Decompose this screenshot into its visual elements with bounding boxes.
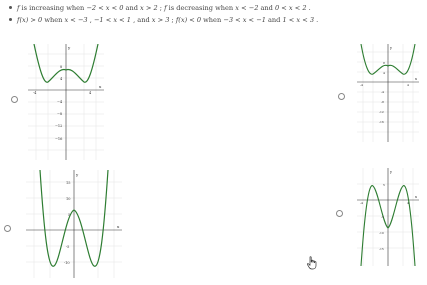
interval: f(x) < 0 xyxy=(175,16,202,24)
interval: x < −3 xyxy=(64,16,88,24)
radio-option-a[interactable] xyxy=(11,96,18,103)
graph-option-a[interactable] xyxy=(28,44,104,160)
graph-c-svg xyxy=(26,170,122,278)
text: , xyxy=(87,16,94,24)
tick-label: -4 xyxy=(360,83,363,87)
x-axis-label: x xyxy=(99,84,102,89)
tick-label: −12 xyxy=(55,124,63,128)
tick-label: -15 xyxy=(379,247,384,251)
interval: f(x) > 0 xyxy=(17,16,43,24)
text: . xyxy=(314,16,319,24)
y-axis-label: y xyxy=(68,45,71,50)
tick-label: -4 xyxy=(381,90,384,94)
tick-label: -8 xyxy=(381,100,384,104)
hand-pointer-icon xyxy=(306,255,318,274)
radio-option-c[interactable] xyxy=(4,225,11,232)
radio-option-d[interactable] xyxy=(336,210,343,217)
x-axis-label: x xyxy=(415,77,417,81)
tick-label: −16 xyxy=(55,137,63,141)
tick-label: -5 xyxy=(66,245,70,249)
text: , and xyxy=(130,16,152,24)
tick-label: 4 xyxy=(407,83,409,87)
graph-b-svg xyxy=(357,44,419,142)
graph-a-svg xyxy=(28,44,104,160)
radio-option-b[interactable] xyxy=(338,93,345,100)
text: and xyxy=(265,16,283,24)
interval: x > 3 xyxy=(151,16,170,24)
tick-label: 4 xyxy=(89,91,92,95)
text: and xyxy=(258,4,275,12)
tick-label: -12 xyxy=(379,110,384,114)
f-symbol: f xyxy=(17,4,20,12)
graph-d-svg xyxy=(357,168,419,266)
tick-label: -16 xyxy=(379,120,384,124)
text: . xyxy=(306,4,311,12)
tick-label: -10 xyxy=(379,231,384,235)
text: and xyxy=(123,4,141,12)
statement-increasing-decreasing xyxy=(9,2,311,14)
tick-label: 4 xyxy=(383,71,385,75)
interval: −3 < x < −1 xyxy=(223,16,266,24)
tick-label: -5 xyxy=(381,215,384,219)
f-symbol: f xyxy=(164,4,167,12)
tick-label: 5 xyxy=(383,183,385,187)
tick-label: -4 xyxy=(360,201,363,205)
tick-label: -10 xyxy=(64,261,70,265)
tick-label: −8 xyxy=(57,112,63,116)
x-axis-label: x xyxy=(117,224,120,229)
tick-label: 10 xyxy=(66,197,71,201)
tick-label: 15 xyxy=(66,181,71,185)
y-axis-label: y xyxy=(76,172,79,177)
interval: x > 2 xyxy=(140,4,158,12)
bullet-icon xyxy=(9,6,12,9)
interval: 1 < x < 3 xyxy=(282,16,315,24)
y-axis-label: y xyxy=(390,46,392,50)
tick-label: 4 xyxy=(407,201,409,205)
text: when xyxy=(42,16,65,24)
interval: x < −2 xyxy=(235,4,259,12)
tick-label: 5 xyxy=(68,213,71,217)
interval: 0 < x < 2 xyxy=(275,4,307,12)
tick-label: 8 xyxy=(383,61,385,65)
graph-option-b[interactable] xyxy=(357,44,419,142)
graph-option-c[interactable] xyxy=(26,170,122,278)
tick-label: −4 xyxy=(57,100,63,104)
interval: −2 < x < 0 xyxy=(86,4,124,12)
text: is decreasing when xyxy=(166,4,236,12)
text: when xyxy=(201,16,224,24)
tick-label: 4 xyxy=(60,77,63,81)
x-axis-label: x xyxy=(415,195,417,199)
text: ; xyxy=(169,16,176,24)
tick-label: -4 xyxy=(33,91,37,95)
y-axis-label: y xyxy=(390,170,392,174)
text: ; xyxy=(157,4,165,12)
graph-option-d[interactable] xyxy=(357,168,419,266)
bullet-icon xyxy=(9,18,12,21)
interval: −1 < x < 1 xyxy=(93,16,131,24)
statement-sign xyxy=(9,14,318,26)
text: is increasing when xyxy=(19,4,87,12)
tick-label: 8 xyxy=(60,65,63,69)
